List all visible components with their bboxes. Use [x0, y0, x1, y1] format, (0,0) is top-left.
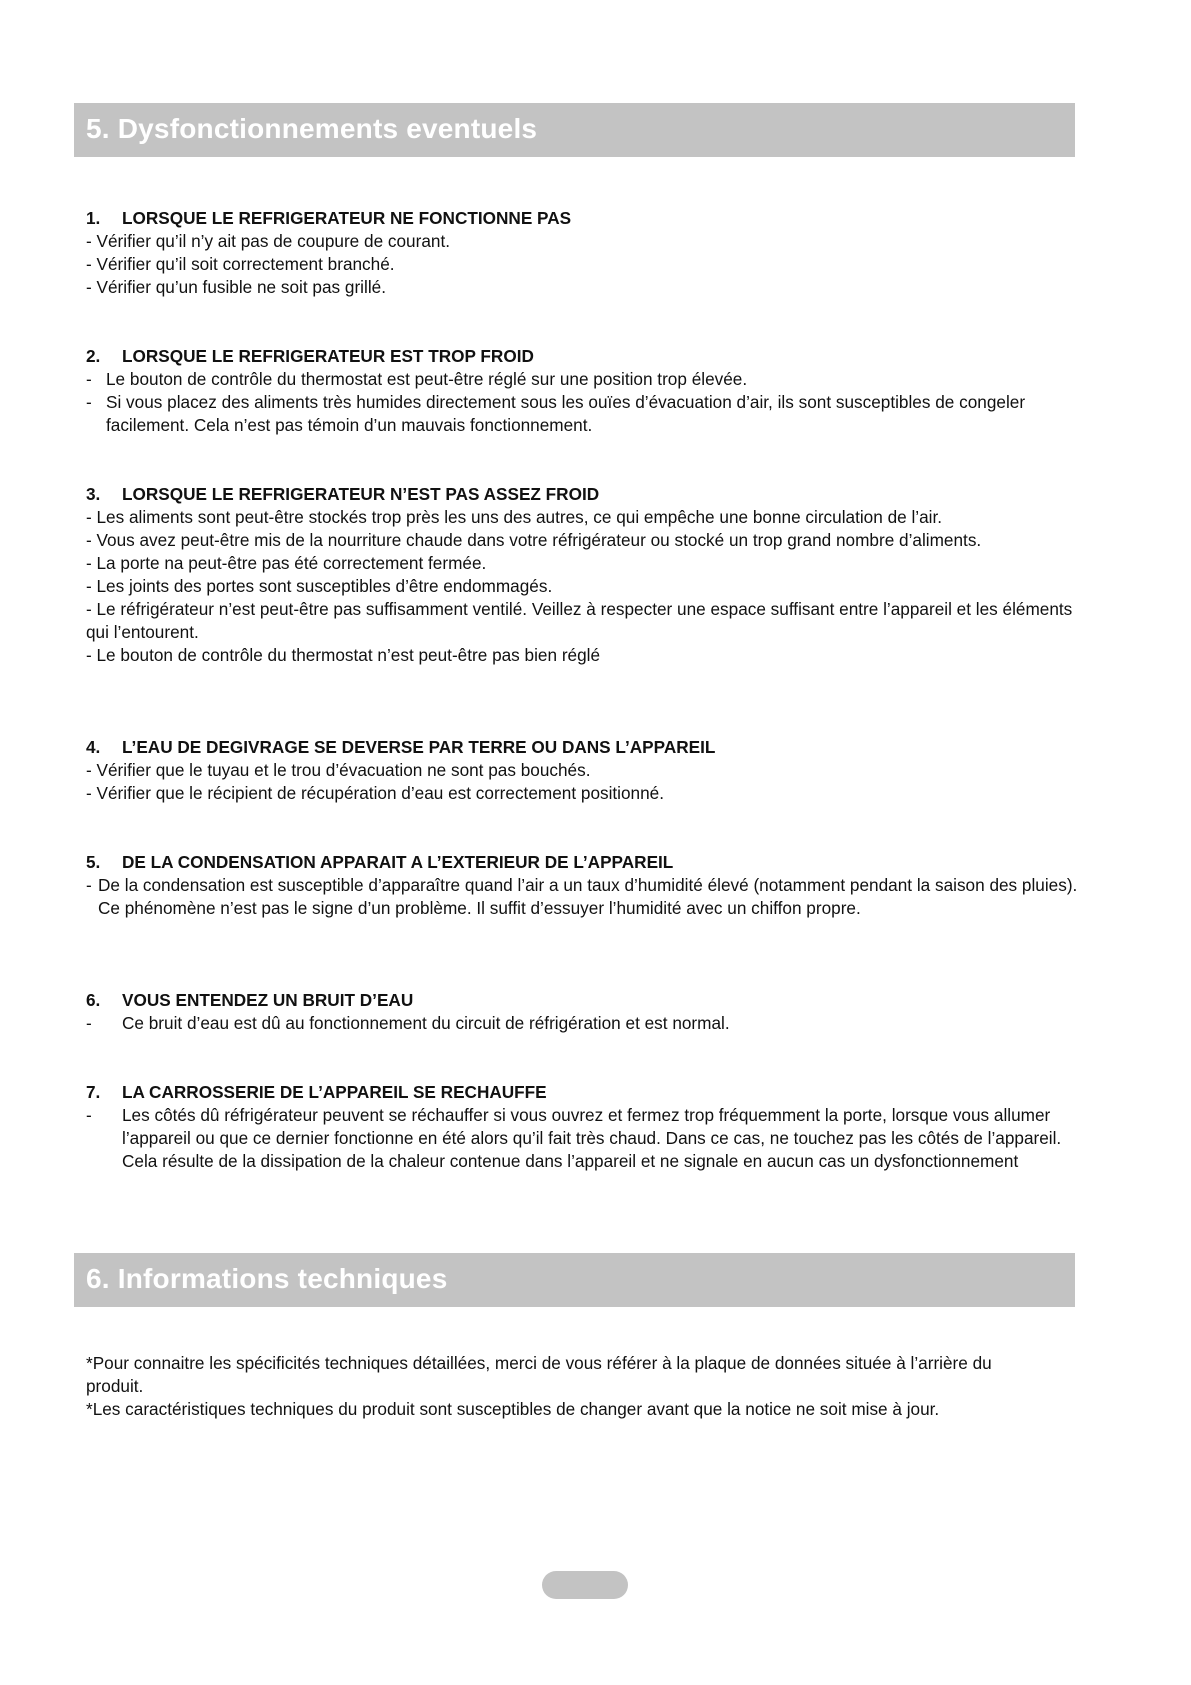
- troubleshoot-section: [86, 989, 1096, 1035]
- section-header-title: 6. Informations techniques: [86, 1263, 448, 1294]
- troubleshoot-section: [86, 207, 1096, 299]
- section-number: 3.: [86, 484, 101, 504]
- list-item: - Vérifier qu’un fusible ne soit pas grillé.: [86, 277, 386, 297]
- section-header-banner: [74, 103, 1075, 157]
- list-dash: -: [86, 369, 92, 389]
- section-title: LORSQUE LE REFRIGERATEUR NE FONCTIONNE PAS: [122, 208, 572, 228]
- list-item: - Vous avez peut-être mis de la nourriture chaude dans votre réfrigérateur ou stocké un trop grand nombre d’aliments.: [86, 530, 982, 550]
- troubleshoot-section: [86, 345, 1096, 437]
- page-number-pill: [542, 1571, 628, 1599]
- section-number: 1.: [86, 208, 101, 228]
- section-heading: [86, 345, 1096, 368]
- list-item: - Les joints des portes sont susceptibles d’être endommagés.: [86, 576, 553, 596]
- list-dash: -: [86, 1013, 92, 1033]
- technical-info: [86, 1352, 1096, 1421]
- technical-note: *Les caractéristiques techniques du produit sont susceptibles de changer avant que la notice ne soit mise à jour.: [86, 1399, 940, 1419]
- section-heading: [86, 207, 1096, 230]
- list-dash: -: [86, 875, 92, 895]
- section-heading: [86, 989, 1096, 1012]
- list-item: [86, 391, 1096, 437]
- section-number: 4.: [86, 737, 101, 757]
- list-item: - Le réfrigérateur n’est peut-être pas suffisamment ventilé. Veillez à respecter une espace suffisant entre l’appareil et les éléments qui l’entourent.: [86, 599, 1073, 642]
- list-item: - Vérifier qu’il n’y ait pas de coupure de courant.: [86, 231, 451, 251]
- section-heading: [86, 851, 1096, 874]
- troubleshoot-section: [86, 483, 1096, 667]
- section-title: LA CARROSSERIE DE L’APPAREIL SE RECHAUFFE: [122, 1082, 547, 1102]
- list-dash: -: [86, 392, 92, 412]
- section-title: DE LA CONDENSATION APPARAIT A L’EXTERIEUR DE L’APPAREIL: [122, 852, 674, 872]
- section-heading: [86, 483, 1096, 506]
- list-item-text: Le bouton de contrôle du thermostat est peut-être réglé sur une position trop élevée.: [106, 369, 748, 389]
- troubleshoot-section: [86, 851, 1096, 920]
- section-number: 7.: [86, 1082, 101, 1102]
- section-title: VOUS ENTENDEZ UN BRUIT D’EAU: [122, 990, 414, 1010]
- list-item: - La porte na peut-être pas été correctement fermée.: [86, 553, 487, 573]
- list-item: - Vérifier que le récipient de récupération d’eau est correctement positionné.: [86, 783, 665, 803]
- list-item: - Vérifier que le tuyau et le trou d’évacuation ne sont pas bouchés.: [86, 760, 591, 780]
- technical-note: *Pour connaitre les spécificités techniques détaillées, merci de vous référer à la plaque de données située à l’arrière du produit.: [86, 1353, 992, 1396]
- section-title: LORSQUE LE REFRIGERATEUR N’EST PAS ASSEZ FROID: [122, 484, 600, 504]
- section-title: L’EAU DE DEGIVRAGE SE DEVERSE PAR TERRE OU DANS L’APPAREIL: [122, 737, 716, 757]
- list-item-text: Ce bruit d’eau est dû au fonctionnement du circuit de réfrigération et est normal.: [122, 1013, 730, 1033]
- troubleshoot-section: [86, 736, 1096, 805]
- section-heading: [86, 736, 1096, 759]
- section-header-banner: [74, 1253, 1075, 1307]
- list-item: - Les aliments sont peut-être stockés trop près les uns des autres, ce qui empêche une bonne circulation de l’air.: [86, 507, 943, 527]
- list-item: [86, 874, 1096, 920]
- section-number: 6.: [86, 990, 101, 1010]
- section-number: 2.: [86, 346, 101, 366]
- troubleshoot-section: [86, 1081, 1096, 1173]
- list-item-text: Les côtés dû réfrigérateur peuvent se réchauffer si vous ouvrez et fermez trop fréquemment la porte, lorsque vous allumer l’appareil ou que ce dernier fonctionne en été alors qu’il fait très chaud. Dans ce cas, ne touchez pas les côtés de l’appareil. Cela résulte de la dissipation de la chaleur contenue dans l’appareil et ne signale en aucun cas un dysfonctionnement: [122, 1105, 1062, 1171]
- section-heading: [86, 1081, 1096, 1104]
- section-number: 5.: [86, 852, 101, 872]
- list-item: [86, 1012, 1096, 1035]
- list-item-text: De la condensation est susceptible d’apparaître quand l’air a un taux d’humidité élevé (notamment pendant la saison des pluies). Ce phénomène n’est pas le signe d’un problème. Il suffit d’essuyer l’humidité avec un chiffon propre.: [98, 875, 1078, 918]
- section-header-title: 5. Dysfonctionnements eventuels: [86, 113, 538, 144]
- list-item: - Vérifier qu’il soit correctement branché.: [86, 254, 395, 274]
- list-item-text: Si vous placez des aliments très humides directement sous les ouïes d’évacuation d’air, ils sont susceptibles de congeler facilement. Cela n’est pas témoin d’un mauvais fonctionnement.: [106, 392, 1026, 435]
- list-item: [86, 368, 1096, 391]
- list-item: - Le bouton de contrôle du thermostat n’est peut-être pas bien réglé: [86, 645, 601, 665]
- list-dash: -: [86, 1105, 92, 1125]
- list-item: [86, 1104, 1096, 1173]
- section-title: LORSQUE LE REFRIGERATEUR EST TROP FROID: [122, 346, 534, 366]
